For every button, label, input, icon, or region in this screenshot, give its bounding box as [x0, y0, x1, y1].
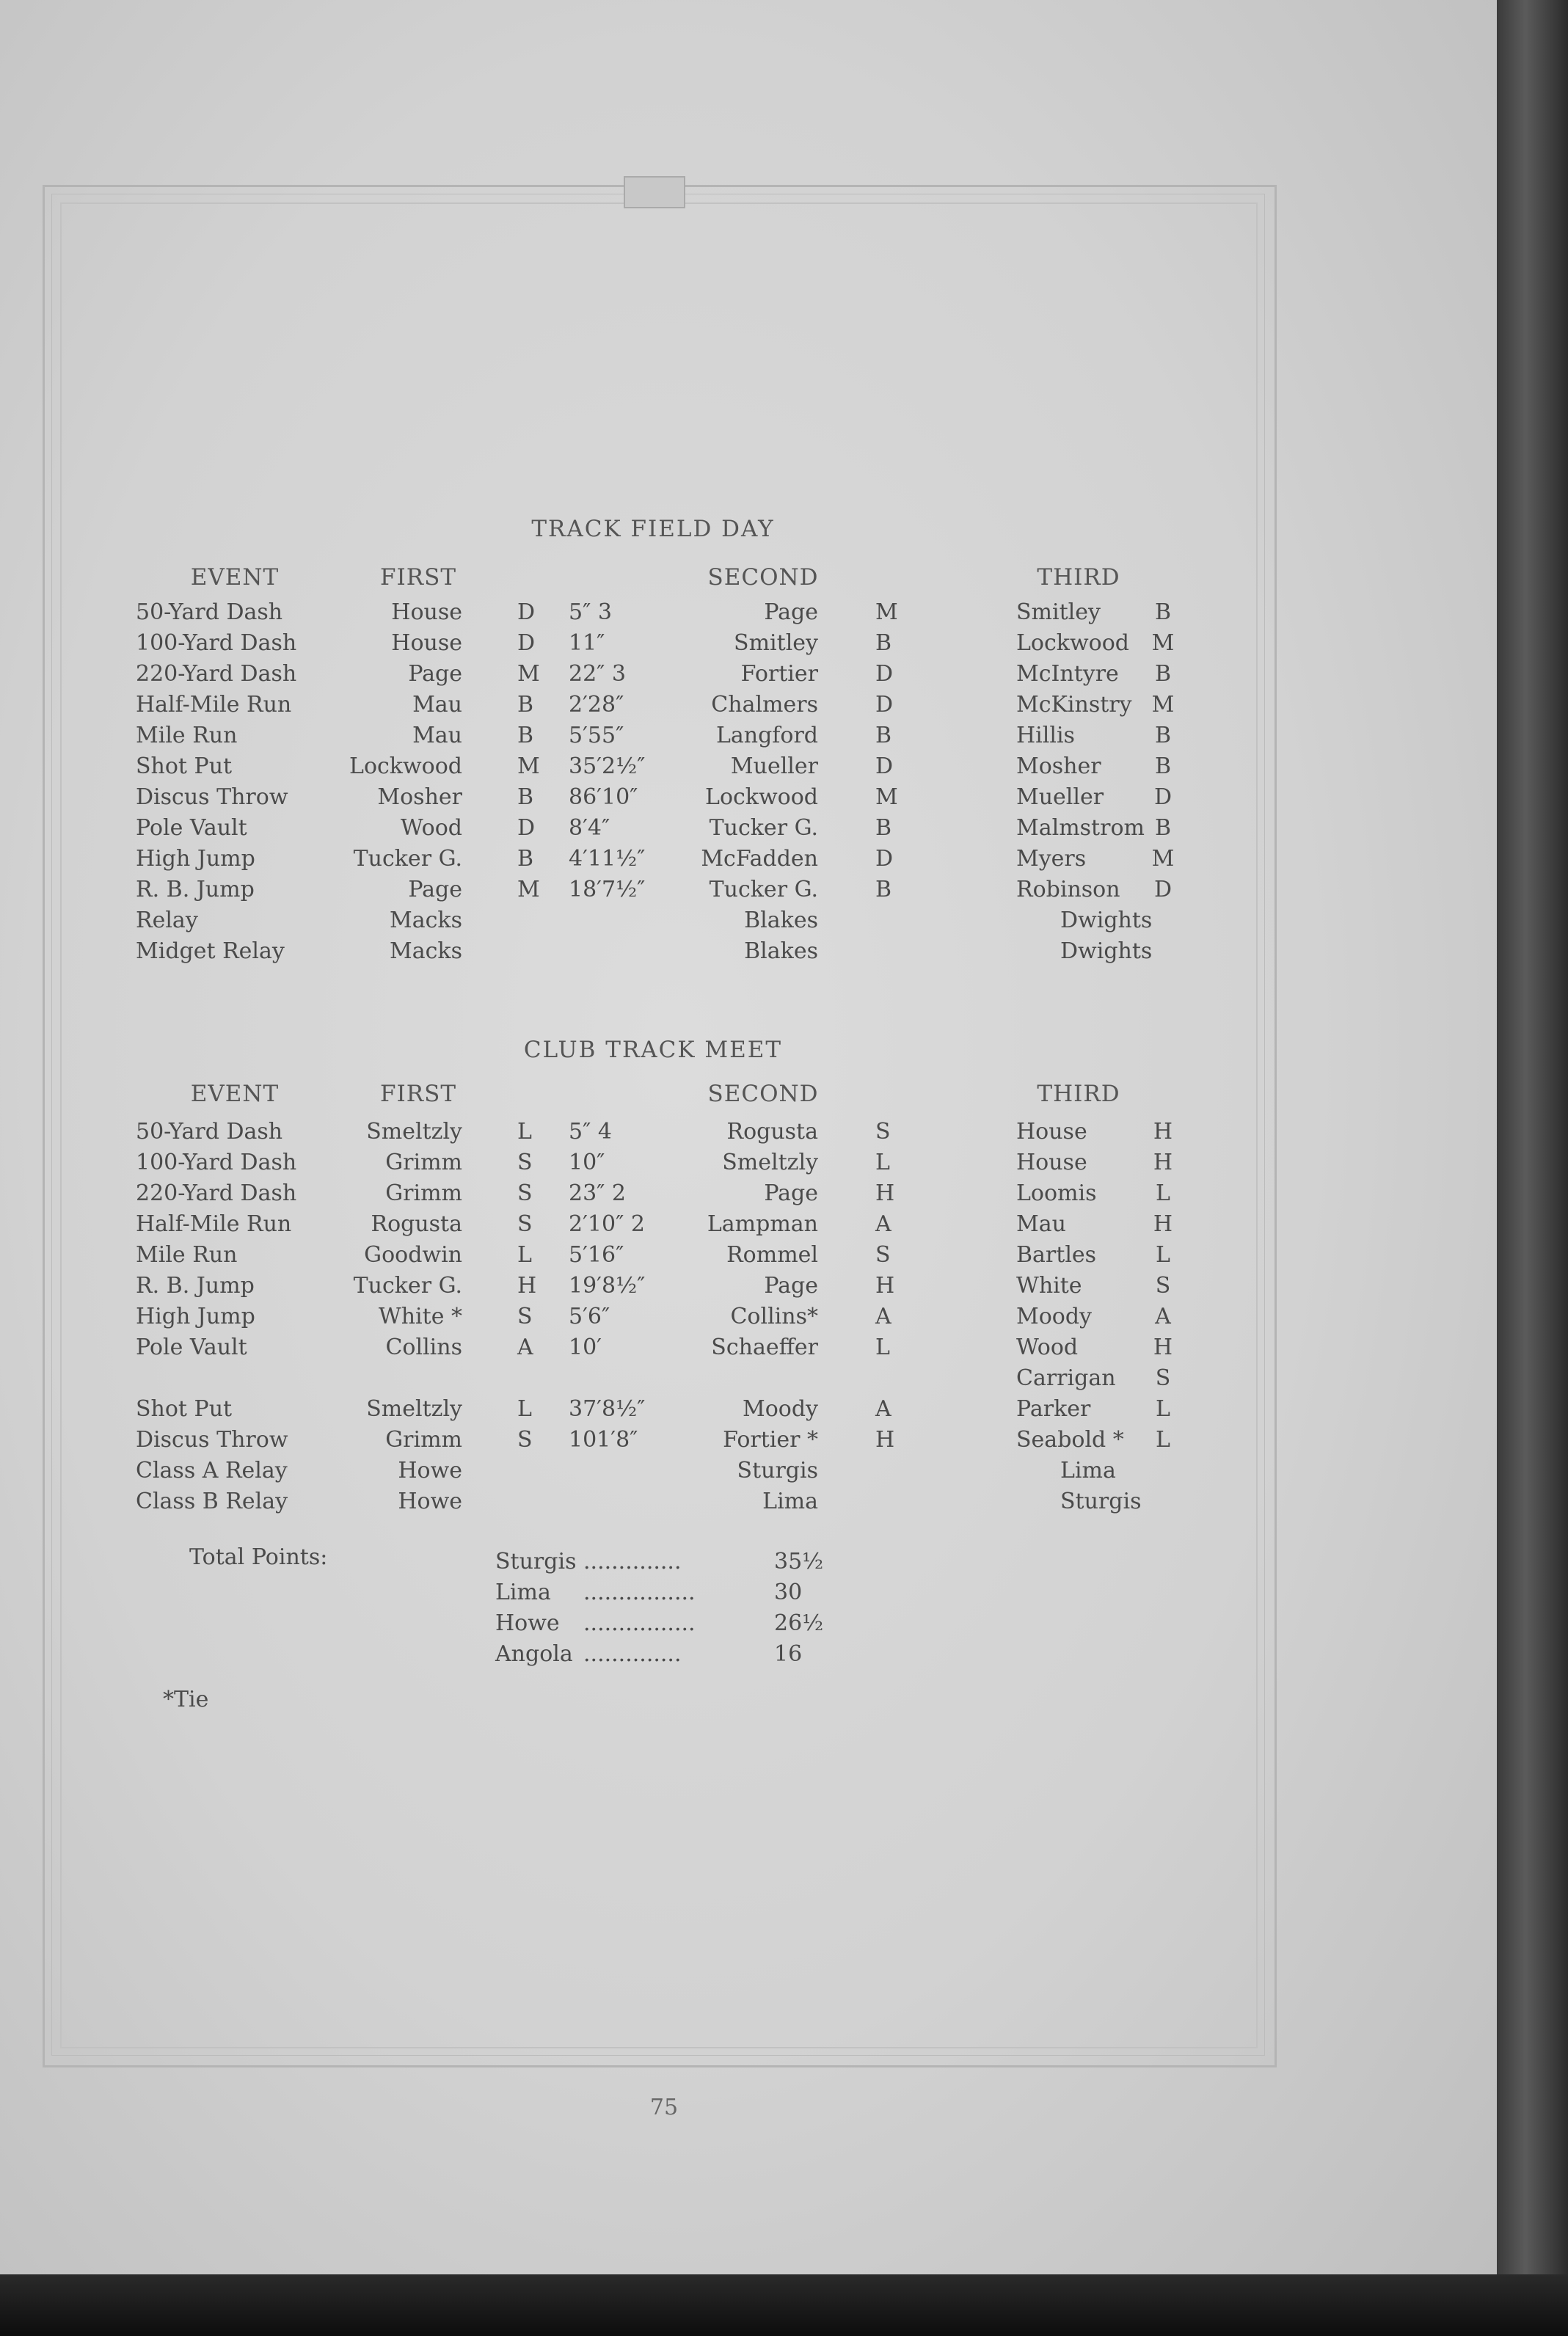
third-place: Carrigan: [1016, 1365, 1116, 1391]
first-place: Grimm: [385, 1427, 462, 1453]
third-place-team: H: [1153, 1211, 1173, 1237]
first-place-team: D: [517, 599, 536, 625]
second-place-team: B: [875, 723, 892, 748]
winning-mark: 5′55″: [569, 723, 624, 748]
first-place-team: D: [517, 630, 536, 656]
first-place-team: L: [517, 1242, 532, 1268]
second-place: Smeltzly: [722, 1150, 818, 1175]
event-name: 100-Yard Dash: [136, 1150, 297, 1175]
third-place: Lockwood: [1016, 630, 1129, 656]
second-place: Blakes: [744, 908, 818, 933]
event-name: 50-Yard Dash: [136, 1119, 283, 1145]
second-place-team: D: [875, 692, 894, 718]
third-place: House: [1016, 1150, 1087, 1175]
first-place-team: S: [517, 1304, 533, 1329]
event-name: Pole Vault: [136, 1335, 247, 1360]
footnote: *Tie: [163, 1687, 209, 1712]
winning-mark: 10″: [569, 1150, 605, 1175]
third-place-team: S: [1155, 1365, 1171, 1391]
third-place: Lima: [1060, 1458, 1116, 1483]
third-place: Mosher: [1016, 753, 1101, 779]
second-place: Lampman: [707, 1211, 818, 1237]
third-place: Seabold *: [1016, 1427, 1124, 1453]
event-name: Half-Mile Run: [136, 1211, 292, 1237]
winning-mark: 5′6″: [569, 1304, 610, 1329]
third-place: Robinson: [1016, 877, 1120, 902]
second-place: Tucker G.: [709, 815, 818, 841]
column-header-event: EVENT: [190, 1081, 280, 1107]
first-place: Lockwood: [349, 753, 462, 779]
second-place-team: B: [875, 630, 892, 656]
first-place: Goodwin: [364, 1242, 462, 1268]
event-name: 100-Yard Dash: [136, 630, 297, 656]
second-place-team: A: [875, 1304, 891, 1329]
winning-mark: 18′7½″: [569, 877, 646, 902]
first-place: Page: [408, 877, 462, 902]
total-points-club: Lima: [495, 1580, 551, 1605]
third-place: White: [1016, 1273, 1082, 1299]
third-place-team: L: [1156, 1242, 1170, 1268]
event-name: Relay: [136, 908, 198, 933]
second-place: Mueller: [730, 753, 818, 779]
second-place: Page: [764, 1180, 818, 1206]
second-place: Page: [764, 599, 818, 625]
second-place: Moody: [743, 1396, 818, 1422]
third-place: Myers: [1016, 846, 1087, 872]
first-place-team: S: [517, 1211, 533, 1237]
column-header-first: FIRST: [379, 564, 456, 591]
event-name: Shot Put: [136, 1396, 233, 1422]
winning-mark: 2′28″: [569, 692, 624, 718]
first-place: House: [391, 599, 462, 625]
second-place-team: H: [875, 1180, 895, 1206]
third-place-team: B: [1154, 723, 1172, 748]
first-place: Macks: [390, 938, 462, 964]
third-place-team: D: [1153, 877, 1173, 902]
column-header-second: SECOND: [707, 564, 819, 591]
winning-mark: 101′8″: [569, 1427, 638, 1453]
third-place-team: H: [1153, 1335, 1173, 1360]
winning-mark: 11″: [569, 630, 605, 656]
third-place: Mau: [1016, 1211, 1066, 1237]
column-header-first: FIRST: [379, 1081, 456, 1107]
winning-mark: 37′8½″: [569, 1396, 646, 1422]
column-header-event: EVENT: [190, 564, 280, 591]
third-place-team: B: [1154, 661, 1172, 687]
first-place-team: B: [517, 723, 534, 748]
winning-mark: 22″ 3: [569, 661, 627, 687]
second-place: Fortier: [740, 661, 818, 687]
third-place: Dwights: [1060, 908, 1153, 933]
winning-mark: 19′8½″: [569, 1273, 646, 1299]
event-name: Mile Run: [136, 723, 238, 748]
second-place-team: S: [875, 1242, 891, 1268]
total-points-value: 16: [774, 1641, 803, 1667]
winning-mark: 5″ 3: [569, 599, 612, 625]
total-points-club: Howe: [495, 1610, 560, 1636]
second-place: Sturgis: [737, 1458, 818, 1483]
second-place-team: D: [875, 753, 894, 779]
second-place: Lima: [762, 1489, 818, 1514]
first-place-team: B: [517, 692, 534, 718]
total-points-club: Angola: [495, 1641, 573, 1667]
event-name: Mile Run: [136, 1242, 238, 1268]
total-points-leader: ..............: [583, 1549, 682, 1574]
third-place-team: L: [1156, 1396, 1170, 1422]
first-place: Rogusta: [371, 1211, 462, 1237]
column-header-third: THIRD: [1037, 564, 1120, 591]
third-place: Sturgis: [1060, 1489, 1142, 1514]
first-place: Mau: [412, 692, 462, 718]
second-place-team: L: [875, 1150, 890, 1175]
winning-mark: 35′2½″: [569, 753, 646, 779]
first-place: House: [391, 630, 462, 656]
event-name: High Jump: [136, 846, 255, 872]
event-name: Shot Put: [136, 753, 233, 779]
event-name: R. B. Jump: [136, 1273, 255, 1299]
third-place: Parker: [1016, 1396, 1091, 1422]
third-place-team: B: [1154, 599, 1172, 625]
first-place: Grimm: [385, 1150, 462, 1175]
total-points-club: Sturgis: [495, 1549, 577, 1574]
second-place: Smitley: [734, 630, 818, 656]
third-place: Wood: [1016, 1335, 1079, 1360]
winning-mark: 5′16″: [569, 1242, 624, 1268]
winning-mark: 10′: [569, 1335, 602, 1360]
event-name: Discus Throw: [136, 784, 288, 810]
total-points-value: 30: [774, 1580, 803, 1605]
second-place: Langford: [715, 723, 818, 748]
third-place: Smitley: [1016, 599, 1101, 625]
first-place: Page: [408, 661, 462, 687]
second-place-team: A: [875, 1396, 891, 1422]
second-place-team: S: [875, 1119, 891, 1145]
event-name: 50-Yard Dash: [136, 599, 283, 625]
second-place: Rommel: [726, 1242, 818, 1268]
first-place: Howe: [398, 1458, 462, 1483]
first-place-team: S: [517, 1180, 533, 1206]
third-place: House: [1016, 1119, 1087, 1145]
column-header-second: SECOND: [707, 1081, 819, 1107]
event-name: Midget Relay: [136, 938, 285, 964]
third-place: McIntyre: [1016, 661, 1119, 687]
third-place-team: H: [1153, 1119, 1173, 1145]
third-place-team: L: [1156, 1427, 1170, 1453]
third-place-team: M: [1151, 692, 1175, 718]
second-place: McFadden: [701, 846, 818, 872]
total-points-leader: ................: [583, 1610, 696, 1636]
second-place: Page: [764, 1273, 818, 1299]
first-place: Mau: [412, 723, 462, 748]
first-place-team: S: [517, 1150, 533, 1175]
first-place: Tucker G.: [353, 846, 462, 872]
second-place-team: H: [875, 1427, 895, 1453]
first-place: Tucker G.: [353, 1273, 462, 1299]
third-place: McKinstry: [1016, 692, 1132, 718]
third-place: Bartles: [1016, 1242, 1097, 1268]
first-place: Grimm: [385, 1180, 462, 1206]
second-place-team: M: [875, 784, 898, 810]
third-place-team: H: [1153, 1150, 1173, 1175]
border-ornament: [624, 176, 685, 208]
first-place-team: M: [517, 661, 540, 687]
third-place-team: M: [1151, 846, 1175, 872]
second-place-team: D: [875, 661, 894, 687]
first-place-team: D: [517, 815, 536, 841]
second-place: Collins*: [730, 1304, 818, 1329]
third-place-team: A: [1155, 1304, 1171, 1329]
first-place-team: B: [517, 784, 534, 810]
event-name: High Jump: [136, 1304, 255, 1329]
second-place: Chalmers: [711, 692, 818, 718]
first-place: Smeltzly: [366, 1119, 462, 1145]
third-place: Mueller: [1016, 784, 1104, 810]
event-name: Discus Throw: [136, 1427, 288, 1453]
third-place: Moody: [1016, 1304, 1092, 1329]
first-place-team: L: [517, 1119, 532, 1145]
total-points-value: 35½: [774, 1549, 824, 1574]
first-place-team: B: [517, 846, 534, 872]
first-place-team: H: [517, 1273, 537, 1299]
winning-mark: 23″ 2: [569, 1180, 627, 1206]
page-number: 75: [649, 2095, 679, 2120]
first-place-team: A: [517, 1335, 533, 1360]
second-place-team: A: [875, 1211, 891, 1237]
third-place: Loomis: [1016, 1180, 1097, 1206]
second-place: Rogusta: [726, 1119, 818, 1145]
winning-mark: 4′11½″: [569, 846, 646, 872]
second-place: Schaeffer: [711, 1335, 818, 1360]
winning-mark: 86′10″: [569, 784, 638, 810]
track_field_day-title: TRACK FIELD DAY: [531, 516, 775, 542]
first-place-team: L: [517, 1396, 532, 1422]
first-place: Mosher: [377, 784, 462, 810]
second-place: Tucker G.: [709, 877, 818, 902]
third-place: Dwights: [1060, 938, 1153, 964]
first-place: White *: [378, 1304, 462, 1329]
total-points-leader: ..............: [583, 1641, 682, 1667]
event-name: 220-Yard Dash: [136, 661, 297, 687]
first-place: Collins: [385, 1335, 462, 1360]
third-place-team: B: [1154, 753, 1172, 779]
first-place: Wood: [400, 815, 462, 841]
second-place: Fortier *: [723, 1427, 818, 1453]
event-name: 220-Yard Dash: [136, 1180, 297, 1206]
event-name: Class A Relay: [136, 1458, 288, 1483]
club_track_meet-title: CLUB TRACK MEET: [523, 1037, 783, 1063]
page-bottom-shadow: [0, 2274, 1568, 2336]
third-place-team: L: [1156, 1180, 1170, 1206]
column-header-third: THIRD: [1037, 1081, 1120, 1107]
second-place: Blakes: [744, 938, 818, 964]
third-place: Hillis: [1016, 723, 1075, 748]
second-place-team: L: [875, 1335, 890, 1360]
event-name: Class B Relay: [136, 1489, 288, 1514]
total-points-leader: ................: [583, 1580, 696, 1605]
third-place-team: S: [1155, 1273, 1171, 1299]
first-place: Smeltzly: [366, 1396, 462, 1422]
event-name: Half-Mile Run: [136, 692, 292, 718]
third-place-team: M: [1151, 630, 1175, 656]
third-place: Malmstrom: [1016, 815, 1145, 841]
event-name: Pole Vault: [136, 815, 247, 841]
winning-mark: 8′4″: [569, 815, 610, 841]
second-place-team: B: [875, 877, 892, 902]
first-place-team: S: [517, 1427, 533, 1453]
second-place-team: B: [875, 815, 892, 841]
second-place-team: H: [875, 1273, 895, 1299]
first-place-team: M: [517, 877, 540, 902]
winning-mark: 5″ 4: [569, 1119, 612, 1145]
total-points-value: 26½: [774, 1610, 824, 1636]
total-points-label: Total Points:: [189, 1544, 328, 1570]
second-place-team: D: [875, 846, 894, 872]
third-place-team: D: [1153, 784, 1173, 810]
book-spine: [1497, 0, 1568, 2336]
winning-mark: 2′10″ 2: [569, 1211, 645, 1237]
second-place: Lockwood: [705, 784, 818, 810]
first-place: Macks: [390, 908, 462, 933]
first-place: Howe: [398, 1489, 462, 1514]
event-name: R. B. Jump: [136, 877, 255, 902]
third-place-team: B: [1154, 815, 1172, 841]
first-place-team: M: [517, 753, 540, 779]
second-place-team: M: [875, 599, 898, 625]
